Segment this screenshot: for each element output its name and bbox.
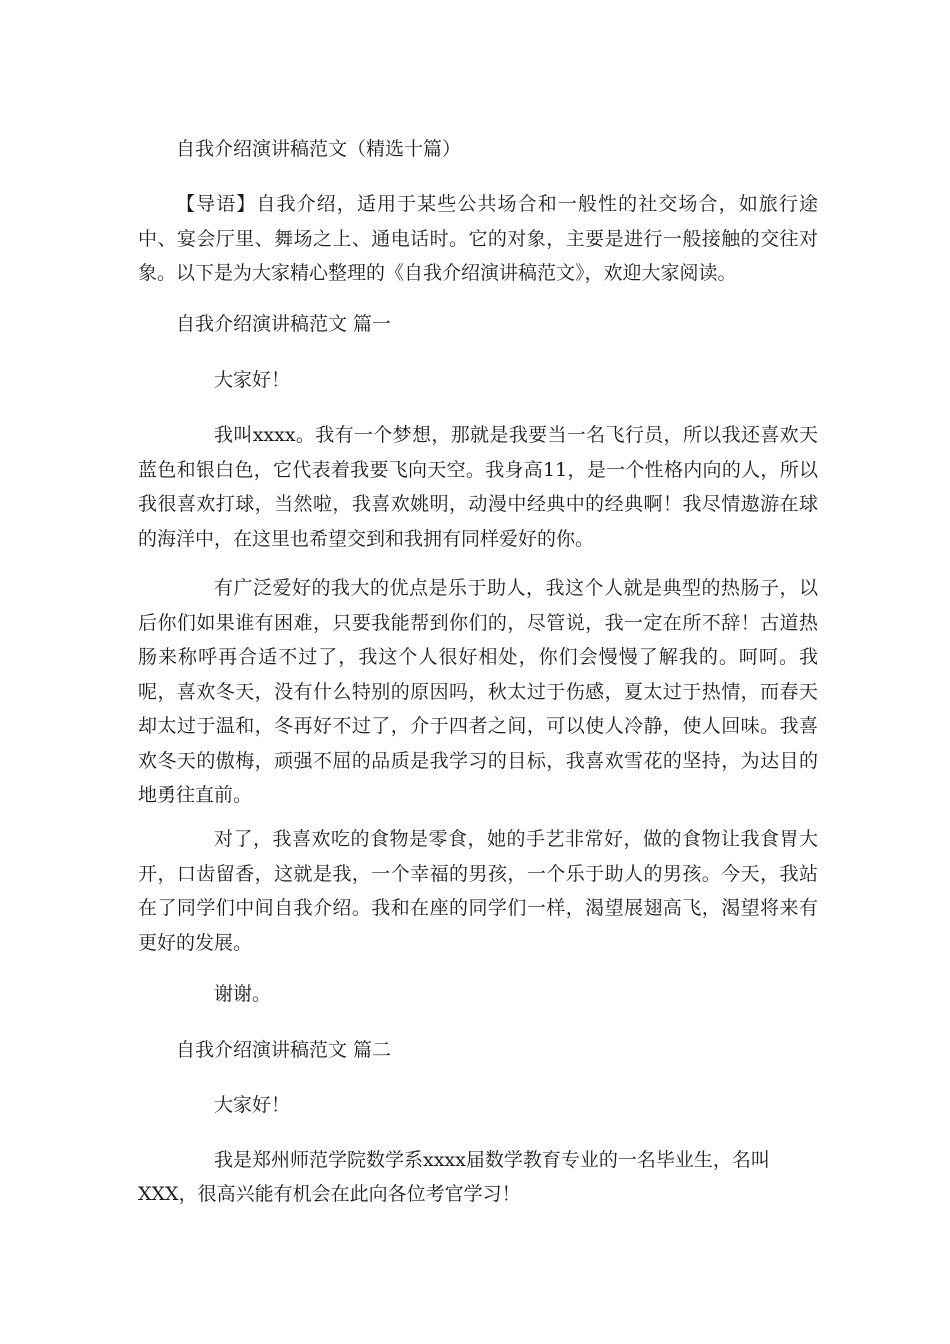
intro-paragraph: 【导语】自我介绍，适用于某些公共场合和一般性的社交场合，如旅行途中、宴会厅里、舞场之上、通电话时。它的对象，主要是进行一般接触的交往对象。以下是为大家精心整理的《自我介绍演讲稿范文》，欢迎大家阅读。 [138,193,818,284]
section1-paragraph-1: 我叫xxxx。我有一个梦想，那就是我要当一名飞行员，所以我还喜欢天蓝色和银白色，它代表着我要飞向天空。我身高11，是一个性格内向的人，所以我很喜欢打球，当然啦，我喜欢姚明，动漫中经典中的经典啊！我尽情遨游在球的海洋中，在这里也希望交到和我拥有同样爱好的你。 [138,424,818,550]
greeting-1: 大家好！ [214,369,291,391]
greeting-2: 大家好！ [214,1094,291,1116]
section-heading-2: 自我介绍演讲稿范文 篇二 [176,1039,392,1061]
closing-thanks: 谢谢。 [214,983,272,1005]
section2-paragraph-1-line-1: 我是郑州师范学院数学系xxxx届数学教育专业的一名毕业生，名叫 [214,1149,770,1171]
document-title: 自我介绍演讲稿范文（精选十篇） [176,138,462,160]
section1-paragraph-2: 有广泛爱好的我大的优点是乐于助人，我这个人就是典型的热肠子，以后你们如果谁有困难，只要我能帮到你们的，尽管说，我一定在所不辞！古道热肠来称呼再合适不过了，我这个人很好相处，你们会慢慢了解我的。呵呵。我呢，喜欢冬天，没有什么特别的原因吗，秋太过于伤感，夏太过于热情，而春天却太过于温和，冬再好不过了，介于四者之间，可以使人冷静，使人回味。我喜欢冬天的傲梅，顽强不屈的品质是我学习的目标，我喜欢雪花的坚持，为达目的地勇往直前。 [138,577,818,806]
section2-paragraph-1-line-2: XXX，很高兴能有机会在此向各位考官学习！ [138,1183,521,1205]
section1-paragraph-3: 对了，我喜欢吃的食物是零食，她的手艺非常好，做的食物让我食胃大开，口齿留香，这就是我，一个幸福的男孩，一个乐于助人的男孩。今天，我站在了同学们中间自我介绍。我和在座的同学们一样，渴望展翅高飞，渴望将来有更好的发展。 [138,828,818,954]
section-heading-1: 自我介绍演讲稿范文 篇一 [176,313,392,335]
